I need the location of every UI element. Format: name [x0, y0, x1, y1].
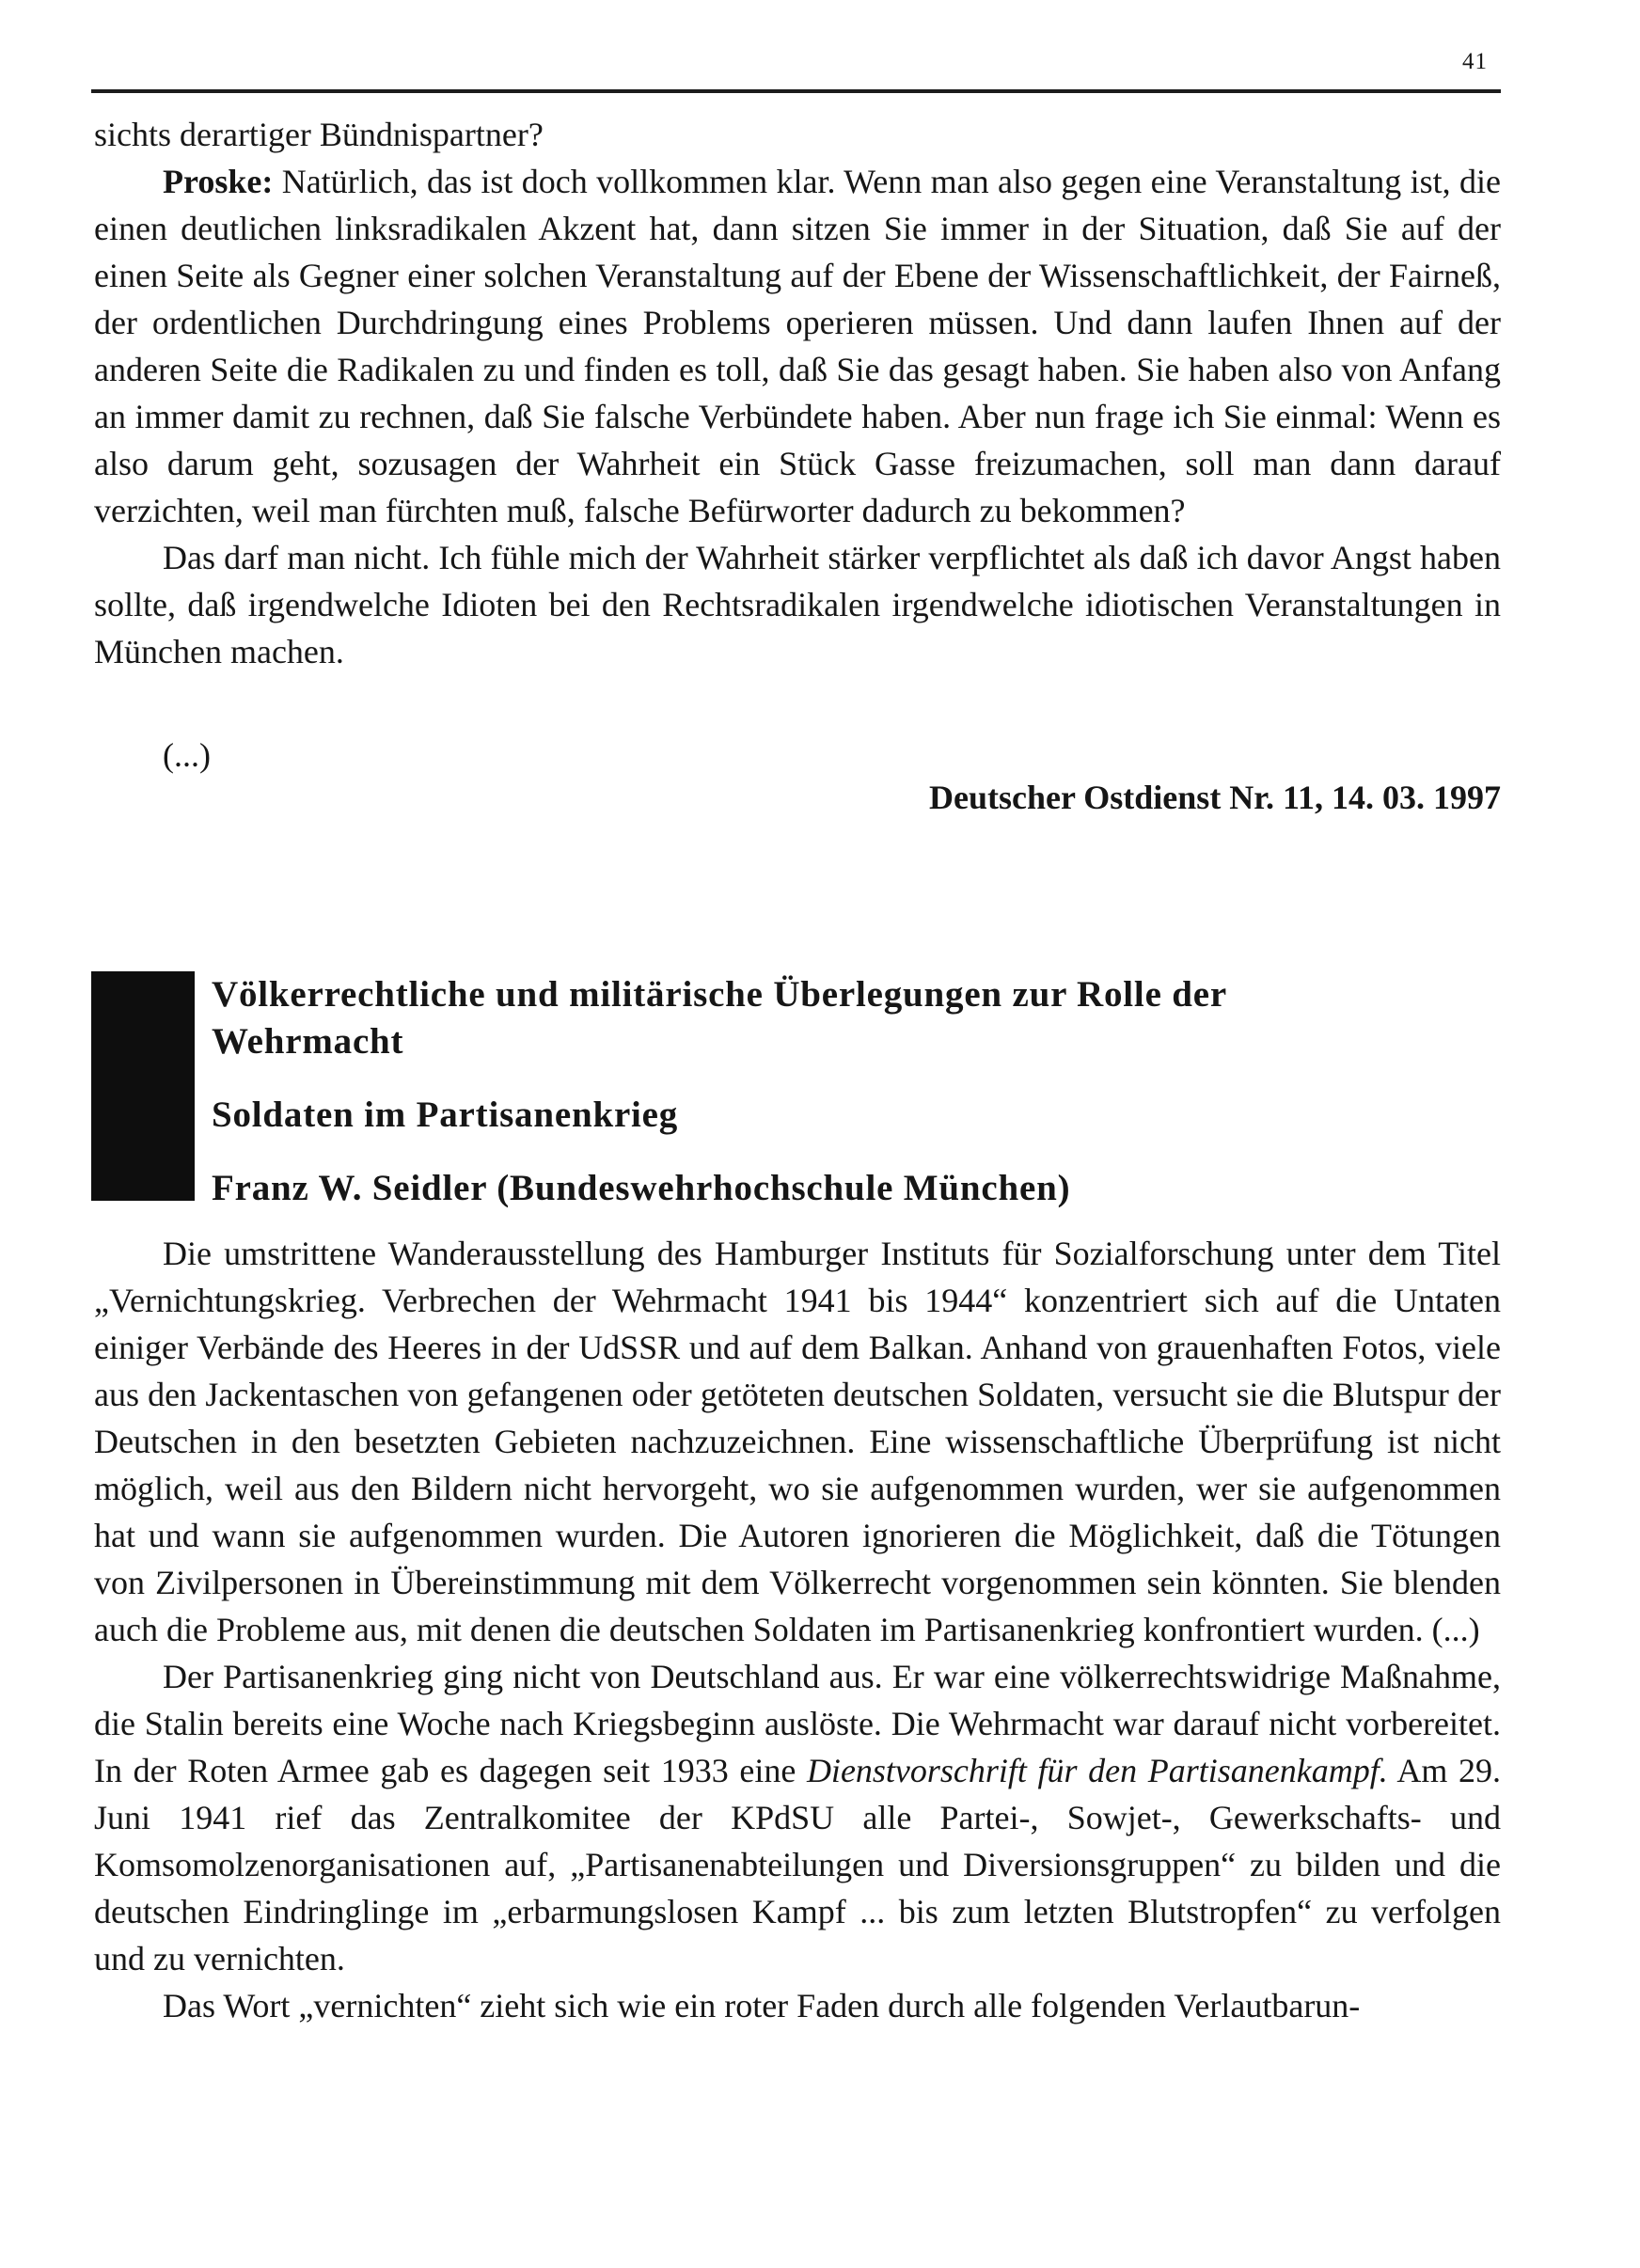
- paragraph-text: Am 29. Juni 1941 rief das Zentralkomitee der KPdSU alle Partei-, Sowjet-, Gewerkschafts- und Komsomolzenorganisationen auf, „Partisanenabteilungen und Diversionsgruppen“ zu bilden und die deutschen Eindringlinge im „erbarmungslosen Kampf ... bis zum letzten Blutstropfen“ zu verfolgen und zu vernichten.: [94, 1752, 1501, 1977]
- continuation-line: sichts derartiger Bündnispartner?: [94, 116, 544, 153]
- paragraph-text: Der Partisanenkrieg ging nicht von Deutschland aus. Er war eine völkerrechtswidrige Maßnahme, die Stalin bereits eine Woche nach Kriegsbeginn auslöste. Die Wehrmacht war darauf nicht vorbereitet. In der Roten Armee gab es dagegen seit 1933 eine: [94, 1658, 1501, 1789]
- omission-marker: (...): [163, 736, 211, 774]
- header-rule: [91, 89, 1501, 93]
- article-body: [94, 1230, 1501, 2029]
- article-author: Franz W. Seidler (Bundeswehrhochschule München): [212, 1168, 1071, 1208]
- source-citation: Deutscher Ostdienst Nr. 11, 14. 03. 1997: [928, 779, 1501, 816]
- italic-document-title: Dienstvorschrift für den Partisanenkampf.: [806, 1752, 1388, 1789]
- article-title-line2: Wehrmacht: [212, 1021, 404, 1062]
- interview-excerpt: [94, 111, 1501, 675]
- article-paragraph: [94, 1653, 1501, 1982]
- interview-paragraph: Das darf man nicht. Ich fühle mich der Wahrheit stärker verpflichtet als daß ich davor Angst haben sollte, daß irgendwelche Idioten bei den Rechtsradikalen irgendwelche idiotischen Veranstaltungen in München machen.: [94, 539, 1501, 670]
- section-marker-bar: [91, 971, 195, 1201]
- speaker-label: Proske:: [163, 163, 274, 200]
- article-paragraph: Die umstrittene Wanderausstellung des Hamburger Instituts für Sozialforschung unter dem Titel „Vernichtungskrieg. Verbrechen der Wehrmacht 1941 bis 1944“ konzentriert sich auf die Untaten einiger Verbände des Heeres in der UdSSR und auf dem Balkan. Anhand von grauenhaften Fotos, viele aus den Jackentaschen von gefangenen oder getöteten deutschen Soldaten, versucht sie die Blutspur der Deutschen in den besetzten Gebieten nachzuzeichnen. Eine wissenschaftliche Überprüfung ist nicht möglich, weil aus den Bildern nicht hervorgeht, wo sie aufgenommen wurden, wer sie aufgenommen hat und wann sie aufgenommen wurden. Die Autoren ignorieren die Möglichkeit, daß die Tötungen von Zivilpersonen in Übereinstimmung mit dem Völkerrecht vorgenommen sein könnten. Sie blenden auch die Probleme aus, mit denen die deutschen Soldaten im Partisanenkrieg konfrontiert wurden. (...): [94, 1235, 1501, 1648]
- page-number: 41: [1462, 49, 1488, 74]
- proske-answer: [94, 158, 1501, 534]
- article-title-line1: Völkerrechtliche und militärische Überlegungen zur Rolle der: [212, 974, 1227, 1015]
- article-subtitle: Soldaten im Partisanenkrieg: [212, 1095, 679, 1135]
- article-paragraph: Das Wort „vernichten“ zieht sich wie ein roter Faden durch alle folgenden Verlautbarun-: [163, 1987, 1361, 2024]
- speaker-text: Natürlich, das ist doch vollkommen klar. Wenn man also gegen eine Veranstaltung ist, die einen deutlichen linksradikalen Akzent hat, dann sitzen Sie immer in der Situation, daß Sie auf der einen Seite als Gegner einer solchen Veranstaltung auf der Ebene der Wissenschaftlichkeit, der Fairneß, der ordentlichen Durchdringung eines Problems operieren müssen. Und dann laufen Ihnen auf der anderen Seite die Radikalen zu und finden es toll, daß Sie das gesagt haben. Sie haben also von Anfang an immer damit zu rechnen, daß Sie falsche Verbündete haben. Aber nun frage ich Sie einmal: Wenn es also darum geht, sozusagen der Wahrheit ein Stück Gasse freizumachen, soll man dann darauf verzichten, weil man fürchten muß, falsche Befürworter dadurch zu bekommen?: [94, 163, 1501, 529]
